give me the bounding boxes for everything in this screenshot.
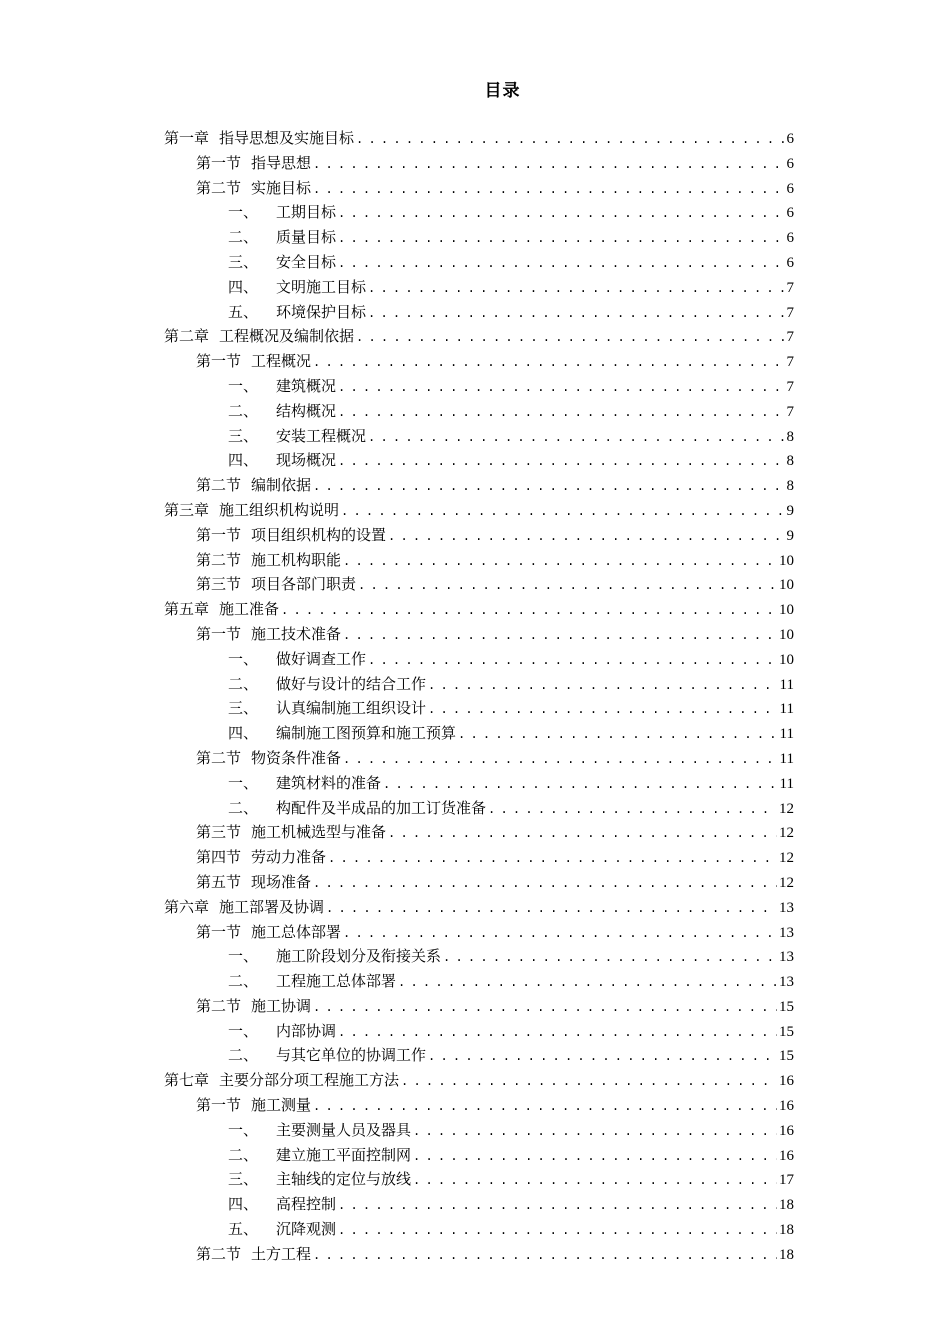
toc-entry[interactable] xyxy=(164,523,794,548)
toc-entry[interactable] xyxy=(164,870,794,895)
toc-entry-number: 三、 xyxy=(228,426,259,445)
toc-dot-leader xyxy=(338,251,784,276)
toc-dot-leader xyxy=(328,846,777,871)
toc-entry-text: 沉降观测 xyxy=(276,1220,337,1239)
toc-entry-text: 土方工程 xyxy=(251,1244,312,1263)
toc-entry-label xyxy=(228,275,366,300)
toc-entry-text: 施工测量 xyxy=(251,1096,312,1115)
toc-entry-label xyxy=(196,746,341,771)
toc-entry[interactable] xyxy=(164,721,794,746)
toc-entry[interactable] xyxy=(164,448,794,473)
toc-entry-text: 做好调查工作 xyxy=(276,649,367,668)
toc-dot-leader xyxy=(338,1020,777,1045)
toc-entry-label xyxy=(228,771,381,796)
toc-entry-label xyxy=(228,696,426,721)
toc-entry-label xyxy=(228,944,441,969)
toc-entry-number: 三、 xyxy=(228,252,259,271)
toc-page-number: 16 xyxy=(779,1122,794,1139)
toc-entry-label xyxy=(196,622,341,647)
toc-page-number: 6 xyxy=(786,230,794,247)
toc-entry-text: 实施目标 xyxy=(251,178,312,197)
toc-dot-leader xyxy=(388,821,777,846)
toc-page-number: 13 xyxy=(779,899,794,916)
toc-entry[interactable] xyxy=(164,597,794,622)
toc-entry[interactable] xyxy=(164,622,794,647)
toc-entry-number: 一、 xyxy=(228,773,259,792)
toc-entry-text: 认真编制施工组织设计 xyxy=(276,699,427,718)
toc-page-number: 12 xyxy=(779,874,794,891)
toc-entry-number: 第五节 xyxy=(196,872,242,891)
toc-entry-text: 安全目标 xyxy=(276,252,337,271)
toc-entry-text: 环境保护目标 xyxy=(276,302,367,321)
toc-entry-label xyxy=(164,597,279,622)
toc-entry-label xyxy=(228,448,336,473)
toc-entry-label xyxy=(196,1242,311,1267)
toc-page-number: 6 xyxy=(786,180,794,197)
toc-entry[interactable] xyxy=(164,920,794,945)
toc-dot-leader xyxy=(338,375,784,400)
toc-entry[interactable] xyxy=(164,1242,794,1267)
toc-entry-label xyxy=(228,300,366,325)
toc-entry-number: 第二节 xyxy=(196,178,242,197)
toc-entry-number: 二、 xyxy=(228,228,259,247)
toc-dot-leader xyxy=(428,697,778,722)
toc-entry[interactable] xyxy=(164,1019,794,1044)
toc-title: 目录 xyxy=(484,81,521,101)
toc-entry-label xyxy=(228,399,336,424)
toc-entry[interactable] xyxy=(164,200,794,225)
toc-entry-label xyxy=(196,473,311,498)
toc-entry-number: 第六章 xyxy=(164,897,210,916)
toc-page-number: 6 xyxy=(786,155,794,172)
toc-entry-text: 指导思想及实施目标 xyxy=(219,129,355,147)
toc-dot-leader xyxy=(313,152,784,177)
toc-entry-text: 主轴线的定位与放线 xyxy=(276,1170,412,1189)
toc-page-number: 12 xyxy=(779,800,794,817)
toc-entry-label xyxy=(196,176,311,201)
toc-entry-label xyxy=(196,994,311,1019)
toc-page-number: 6 xyxy=(786,254,794,271)
toc-dot-leader xyxy=(343,623,777,648)
toc-page-number: 11 xyxy=(779,726,794,743)
toc-dot-leader xyxy=(313,871,777,896)
toc-entry-label xyxy=(228,1143,411,1168)
toc-entry-label xyxy=(228,200,336,225)
toc-page-number: 7 xyxy=(786,304,794,321)
toc-dot-leader xyxy=(338,400,784,425)
toc-page-number: 11 xyxy=(779,775,794,792)
toc-dot-leader xyxy=(368,276,784,301)
toc-dot-leader xyxy=(428,673,778,698)
toc-page-number: 10 xyxy=(779,626,794,643)
toc-entry-text: 施工总体部署 xyxy=(251,922,342,941)
toc-entry-label xyxy=(228,1192,336,1217)
toc-dot-leader xyxy=(368,648,777,673)
toc-entry-number: 二、 xyxy=(228,674,259,693)
toc-entry-label xyxy=(228,721,456,746)
toc-entry-label xyxy=(164,126,354,151)
toc-entry-text: 质量目标 xyxy=(276,228,337,247)
toc-page-number: 10 xyxy=(779,552,794,569)
toc-entry-label xyxy=(164,498,339,523)
toc-page-number: 9 xyxy=(786,527,794,544)
toc-dot-leader xyxy=(413,1144,777,1169)
toc-entry-number: 第三节 xyxy=(196,823,242,842)
toc-entry-text: 施工组织机构说明 xyxy=(219,500,340,519)
toc-entry[interactable] xyxy=(164,1043,794,1068)
toc-dot-leader xyxy=(313,350,784,375)
toc-entry-label xyxy=(196,523,386,548)
toc-page-number: 6 xyxy=(786,131,794,147)
toc-entry-text: 现场概况 xyxy=(276,451,337,470)
toc-page-number: 18 xyxy=(779,1197,794,1214)
toc-entry[interactable] xyxy=(164,399,794,424)
toc-entry[interactable] xyxy=(164,126,794,151)
toc-page-number: 16 xyxy=(779,1073,794,1090)
toc-entry-text: 施工机械选型与准备 xyxy=(251,823,387,842)
toc-entry-number: 第一节 xyxy=(196,153,242,172)
toc-page-number: 15 xyxy=(779,998,794,1015)
toc-entry-text: 建立施工平面控制网 xyxy=(276,1145,412,1164)
toc-entry-label xyxy=(164,895,324,920)
toc-page-number: 16 xyxy=(779,1147,794,1164)
toc-page-number: 12 xyxy=(779,825,794,842)
toc-page-number: 15 xyxy=(779,1023,794,1040)
toc-entry-text: 主要测量人员及器具 xyxy=(276,1120,412,1139)
toc-dot-leader xyxy=(383,772,778,797)
toc-entry-label xyxy=(228,969,396,994)
toc-entry-number: 第五章 xyxy=(164,600,210,619)
toc-entry-text: 施工协调 xyxy=(251,996,312,1015)
toc-entry-text: 劳动力准备 xyxy=(251,848,327,867)
toc-entry-number: 第二节 xyxy=(196,996,242,1015)
toc-entry[interactable] xyxy=(164,349,794,374)
toc-entry-label xyxy=(228,374,336,399)
toc-entry-label xyxy=(228,796,486,821)
toc-entry-text: 工程概况 xyxy=(251,352,312,371)
toc-entry-number: 二、 xyxy=(228,401,259,420)
toc-page-number: 7 xyxy=(786,378,794,395)
toc-entry[interactable] xyxy=(164,151,794,176)
toc-entry-text: 编制施工图预算和施工预算 xyxy=(276,724,457,743)
toc-page-number: 13 xyxy=(779,924,794,941)
toc-entry-text: 主要分部分项工程施工方法 xyxy=(219,1071,400,1090)
toc-entry-text: 结构概况 xyxy=(276,401,337,420)
toc-page-number: 8 xyxy=(786,428,794,445)
toc-entry-label xyxy=(196,349,311,374)
toc-entry-label xyxy=(196,151,311,176)
toc-entry-text: 建筑概况 xyxy=(276,376,337,395)
toc-entry-text: 工程施工总体部署 xyxy=(276,972,397,991)
toc-entry[interactable] xyxy=(164,1118,794,1143)
toc-entry-text: 施工阶段划分及衔接关系 xyxy=(276,947,442,966)
toc-entry-label xyxy=(228,672,426,697)
toc-entry-label xyxy=(196,845,326,870)
toc-page-number: 18 xyxy=(779,1246,794,1263)
toc-entry-number: 二、 xyxy=(228,1145,259,1164)
toc-page-number: 13 xyxy=(779,974,794,991)
toc-entry-text: 工期目标 xyxy=(276,203,337,222)
toc-entry-label xyxy=(164,1068,399,1093)
toc-entry-number: 二、 xyxy=(228,1046,259,1065)
toc-entry-label xyxy=(228,647,366,672)
toc-page-number: 7 xyxy=(786,329,794,346)
toc-dot-leader xyxy=(338,201,784,226)
toc-dot-leader xyxy=(313,1243,777,1268)
toc-page-number: 8 xyxy=(786,478,794,495)
toc-entry-number: 三、 xyxy=(228,1170,259,1189)
toc-entry[interactable] xyxy=(164,473,794,498)
toc-entry-text: 物资条件准备 xyxy=(251,748,342,767)
toc-entry-number: 第一章 xyxy=(164,129,210,147)
toc-page-number: 18 xyxy=(779,1222,794,1239)
toc-page-number: 13 xyxy=(779,949,794,966)
toc-page-number: 15 xyxy=(779,1048,794,1065)
toc-entry-text: 做好与设计的结合工作 xyxy=(276,674,427,693)
toc-entry-label xyxy=(228,1118,411,1143)
toc-entry-number: 一、 xyxy=(228,1021,259,1040)
toc-dot-leader xyxy=(368,425,784,450)
toc-entry-number: 第一节 xyxy=(196,922,242,941)
toc-entry[interactable] xyxy=(164,771,794,796)
toc-dot-leader xyxy=(338,1218,777,1243)
toc-entry[interactable] xyxy=(164,1068,794,1093)
toc-entry-number: 二、 xyxy=(228,972,259,991)
toc-entry[interactable] xyxy=(164,572,794,597)
toc-entry-text: 工程概况及编制依据 xyxy=(219,327,355,346)
toc-entry-number: 第一节 xyxy=(196,352,242,371)
toc-dot-leader xyxy=(338,1193,777,1218)
toc-entry[interactable] xyxy=(164,1093,794,1118)
toc-entry-label xyxy=(228,1043,426,1068)
toc-entry-number: 一、 xyxy=(228,947,259,966)
toc-page-number: 11 xyxy=(779,676,794,693)
toc-dot-leader xyxy=(338,226,784,251)
toc-entry-label xyxy=(228,424,366,449)
toc-page-number: 10 xyxy=(779,602,794,619)
toc-entry[interactable] xyxy=(164,300,794,325)
toc-entry-number: 五、 xyxy=(228,302,259,321)
toc-entry[interactable] xyxy=(164,176,794,201)
toc-entry-label xyxy=(228,250,336,275)
toc-dot-leader xyxy=(313,474,784,499)
toc-entry-label xyxy=(228,1167,411,1192)
toc-dot-leader xyxy=(398,970,777,995)
toc-page-number: 7 xyxy=(786,403,794,420)
toc-dot-leader xyxy=(358,573,777,598)
toc-entry[interactable] xyxy=(164,250,794,275)
toc-entry-number: 第一节 xyxy=(196,1096,242,1115)
toc-entry-text: 编制依据 xyxy=(251,476,312,495)
toc-entry[interactable] xyxy=(164,324,794,349)
toc-entry-number: 一、 xyxy=(228,649,259,668)
toc-entry-text: 建筑材料的准备 xyxy=(276,773,382,792)
toc-entry-label xyxy=(228,1217,336,1242)
toc-entry[interactable] xyxy=(164,275,794,300)
toc-dot-leader xyxy=(343,747,778,772)
toc-entry[interactable] xyxy=(164,1217,794,1242)
toc-entry[interactable] xyxy=(164,1143,794,1168)
toc-entry-label xyxy=(196,548,341,573)
toc-page-number: 6 xyxy=(786,205,794,222)
toc-entry-number: 第一节 xyxy=(196,525,242,544)
toc-entry[interactable] xyxy=(164,895,794,920)
toc-dot-leader xyxy=(356,127,784,152)
toc-dot-leader xyxy=(428,1044,777,1069)
toc-page-number: 17 xyxy=(779,1172,794,1189)
toc-dot-leader xyxy=(488,797,777,822)
toc-page-number: 11 xyxy=(779,701,794,718)
toc-entry-text: 与其它单位的协调工作 xyxy=(276,1046,427,1065)
toc-entry-number: 第二节 xyxy=(196,1244,242,1263)
toc-entry-label xyxy=(164,324,354,349)
toc-page-number: 16 xyxy=(779,1098,794,1115)
toc-entry-text: 内部协调 xyxy=(276,1021,337,1040)
toc-entry-number: 第二节 xyxy=(196,476,242,495)
toc-entry[interactable] xyxy=(164,845,794,870)
toc-dot-leader xyxy=(458,722,778,747)
toc-dot-leader xyxy=(413,1168,777,1193)
toc-entry-text: 施工机构职能 xyxy=(251,550,342,569)
toc-entry-label xyxy=(228,1019,336,1044)
toc-entry-number: 第二章 xyxy=(164,327,210,346)
toc-entry[interactable] xyxy=(164,696,794,721)
toc-dot-leader xyxy=(401,1069,777,1094)
toc-entry[interactable] xyxy=(164,820,794,845)
toc-entry-number: 一、 xyxy=(228,203,259,222)
toc-entry-text: 施工部署及协调 xyxy=(219,897,325,916)
toc-dot-leader xyxy=(281,598,777,623)
toc-entry-label xyxy=(196,572,356,597)
toc-entry-number: 三、 xyxy=(228,699,259,718)
toc-entry-label xyxy=(196,920,341,945)
toc-page-number: 7 xyxy=(786,279,794,296)
toc-entry[interactable] xyxy=(164,1167,794,1192)
toc-page-number: 11 xyxy=(779,750,794,767)
toc-entry-number: 四、 xyxy=(228,451,259,470)
toc-entry-text: 施工准备 xyxy=(219,600,280,619)
toc-entry-number: 第三章 xyxy=(164,500,210,519)
toc-dot-leader xyxy=(368,301,784,326)
toc-entry-number: 四、 xyxy=(228,1195,259,1214)
toc-entry[interactable] xyxy=(164,548,794,573)
toc-dot-leader xyxy=(356,325,784,350)
toc-dot-leader xyxy=(338,449,784,474)
toc-entry[interactable] xyxy=(164,374,794,399)
toc-entry-number: 二、 xyxy=(228,798,259,817)
toc-entry-number: 四、 xyxy=(228,724,259,743)
toc-entry-label xyxy=(228,225,336,250)
toc-entry[interactable] xyxy=(164,424,794,449)
toc-entry[interactable] xyxy=(164,1192,794,1217)
toc-dot-leader xyxy=(326,896,777,921)
toc-entry-number: 第二节 xyxy=(196,748,242,767)
toc-page-number: 8 xyxy=(786,453,794,470)
toc-entry[interactable] xyxy=(164,994,794,1019)
toc-page-number: 12 xyxy=(779,850,794,867)
toc-entry-number: 一、 xyxy=(228,1120,259,1139)
toc-dot-leader xyxy=(313,177,784,202)
toc-dot-leader xyxy=(388,524,784,549)
toc-entry-text: 施工技术准备 xyxy=(251,624,342,643)
toc-dot-leader xyxy=(443,945,777,970)
toc-entry[interactable] xyxy=(164,746,794,771)
table-of-contents xyxy=(164,126,794,1267)
toc-entry-number: 第四节 xyxy=(196,848,242,867)
toc-entry-text: 高程控制 xyxy=(276,1195,337,1214)
toc-entry[interactable] xyxy=(164,969,794,994)
toc-entry-number: 四、 xyxy=(228,277,259,296)
toc-dot-leader xyxy=(341,499,784,524)
toc-page-number: 9 xyxy=(786,502,794,519)
toc-entry[interactable] xyxy=(164,647,794,672)
toc-entry-text: 构配件及半成品的加工订货准备 xyxy=(276,798,487,817)
toc-entry-text: 指导思想 xyxy=(251,153,312,172)
toc-entry-text: 安装工程概况 xyxy=(276,426,367,445)
toc-entry-text: 项目各部门职责 xyxy=(251,575,357,594)
toc-entry-text: 项目组织机构的设置 xyxy=(251,525,387,544)
toc-entry-number: 第二节 xyxy=(196,550,242,569)
toc-dot-leader xyxy=(313,995,777,1020)
toc-dot-leader xyxy=(313,1094,777,1119)
toc-entry-text: 现场准备 xyxy=(251,872,312,891)
toc-entry[interactable] xyxy=(164,672,794,697)
toc-dot-leader xyxy=(413,1119,777,1144)
toc-entry-number: 第七章 xyxy=(164,1071,210,1090)
toc-entry-number: 第一节 xyxy=(196,624,242,643)
toc-entry-number: 第三节 xyxy=(196,575,242,594)
toc-entry-number: 五、 xyxy=(228,1220,259,1239)
toc-entry-number: 一、 xyxy=(228,376,259,395)
toc-entry-text: 文明施工目标 xyxy=(276,277,367,296)
toc-entry[interactable] xyxy=(164,796,794,821)
toc-entry-label xyxy=(196,1093,311,1118)
toc-page-number: 10 xyxy=(779,577,794,594)
toc-page-number: 7 xyxy=(786,354,794,371)
toc-entry-label xyxy=(196,820,386,845)
toc-dot-leader xyxy=(343,549,777,574)
toc-page-number: 10 xyxy=(779,651,794,668)
toc-dot-leader xyxy=(343,921,777,946)
toc-entry-label xyxy=(196,870,311,895)
toc-entry[interactable] xyxy=(164,498,794,523)
toc-entry[interactable] xyxy=(164,225,794,250)
toc-entry[interactable] xyxy=(164,944,794,969)
